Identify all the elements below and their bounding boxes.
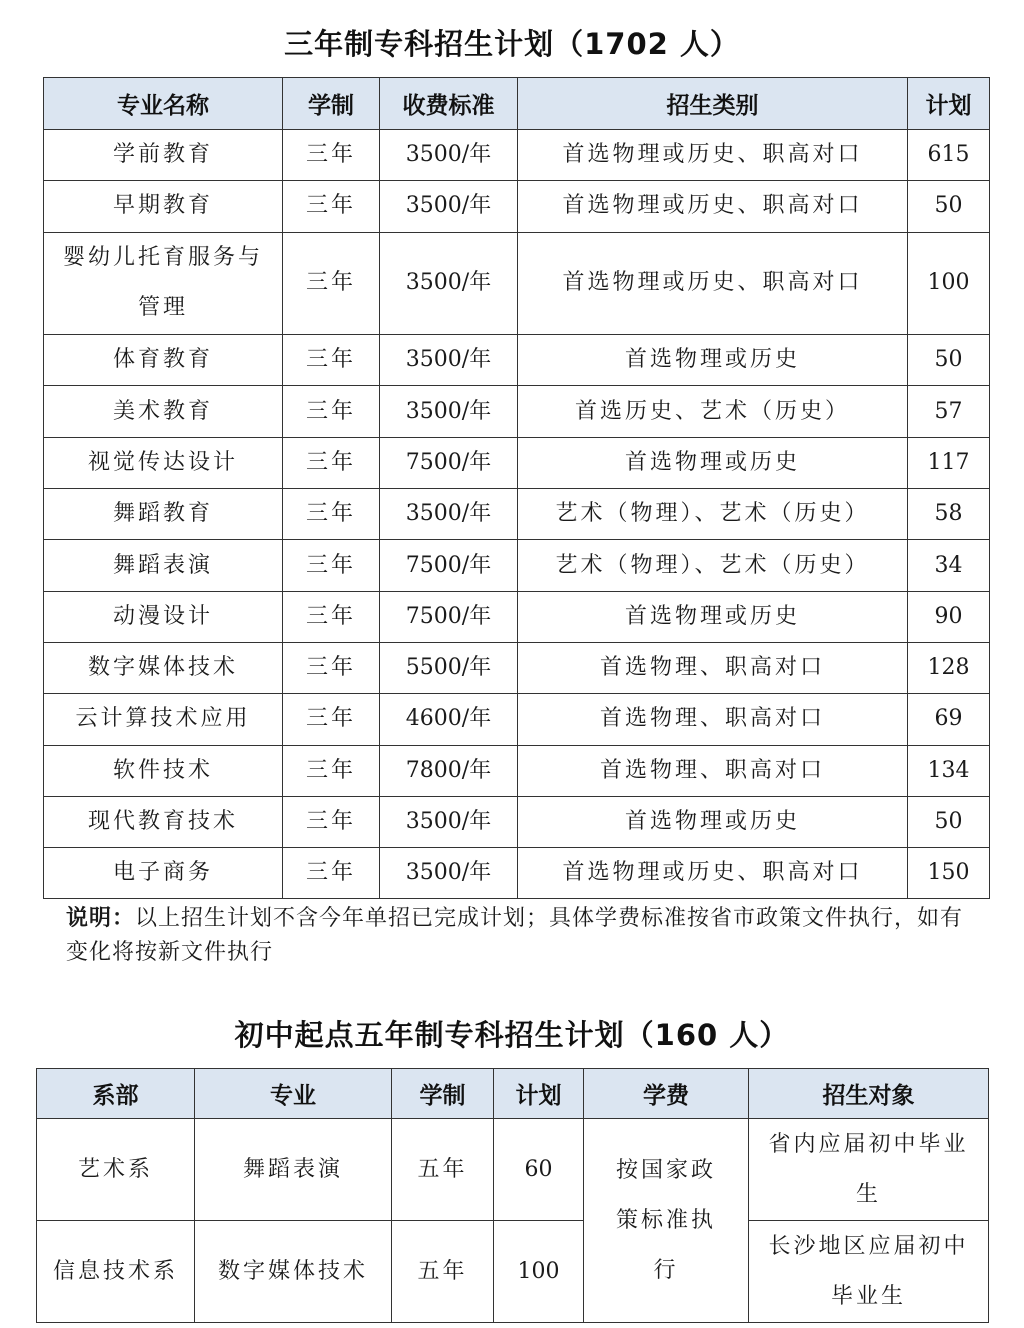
cell-fee: 3500/年 <box>380 796 518 847</box>
table-row <box>44 796 990 847</box>
cell-category: 首选物理、职高对口 <box>518 694 908 745</box>
cell-target: 长沙地区应届初中毕业生 <box>749 1221 989 1323</box>
table-row <box>44 642 990 693</box>
header-department: 系部 <box>37 1069 195 1119</box>
cell-plan: 100 <box>494 1221 584 1323</box>
cell-fee: 7800/年 <box>380 745 518 796</box>
cell-duration: 三年 <box>283 130 380 181</box>
table-header-row <box>37 1069 989 1119</box>
table-row <box>44 130 990 181</box>
cell-fee: 5500/年 <box>380 642 518 693</box>
cell-duration: 三年 <box>283 437 380 488</box>
table-row <box>44 745 990 796</box>
cell-target: 省内应届初中毕业生 <box>749 1119 989 1221</box>
cell-plan: 117 <box>908 437 990 488</box>
cell-fee: 7500/年 <box>380 437 518 488</box>
cell-plan: 150 <box>908 848 990 899</box>
cell-major: 数字媒体技术 <box>195 1221 392 1323</box>
cell-plan: 57 <box>908 386 990 437</box>
cell-fee: 3500/年 <box>380 386 518 437</box>
cell-category: 首选物理或历史、职高对口 <box>518 181 908 232</box>
cell-duration: 三年 <box>283 796 380 847</box>
cell-duration: 三年 <box>283 642 380 693</box>
cell-category: 首选物理或历史 <box>518 437 908 488</box>
table1-note <box>66 902 966 970</box>
header-target: 招生对象 <box>749 1069 989 1119</box>
cell-department: 信息技术系 <box>37 1221 195 1323</box>
three-year-plan-table <box>43 77 990 899</box>
table-row <box>44 540 990 591</box>
table-row <box>37 1221 989 1323</box>
cell-category: 首选物理或历史、职高对口 <box>518 232 908 335</box>
table-row <box>44 437 990 488</box>
cell-category: 首选物理或历史、职高对口 <box>518 130 908 181</box>
cell-fee: 3500/年 <box>380 130 518 181</box>
cell-duration: 五年 <box>392 1119 494 1221</box>
header-major: 专业 <box>195 1069 392 1119</box>
table-row <box>44 232 990 335</box>
header-fee: 学费 <box>584 1069 749 1119</box>
cell-plan: 615 <box>908 130 990 181</box>
cell-plan: 34 <box>908 540 990 591</box>
cell-fee: 7500/年 <box>380 540 518 591</box>
table-row <box>44 591 990 642</box>
table-row <box>37 1119 989 1221</box>
cell-fee: 3500/年 <box>380 848 518 899</box>
cell-plan: 50 <box>908 181 990 232</box>
cell-fee: 3500/年 <box>380 489 518 540</box>
cell-duration: 三年 <box>283 386 380 437</box>
cell-duration: 三年 <box>283 540 380 591</box>
table-row <box>44 848 990 899</box>
header-category: 招生类别 <box>518 78 908 130</box>
cell-major: 婴幼儿托育服务与管理 <box>44 232 283 335</box>
table1-title: 三年制专科招生计划（1702 人） <box>284 27 740 61</box>
cell-fee: 4600/年 <box>380 694 518 745</box>
cell-duration: 三年 <box>283 591 380 642</box>
cell-duration: 三年 <box>283 489 380 540</box>
cell-major: 舞蹈教育 <box>44 489 283 540</box>
cell-duration: 五年 <box>392 1221 494 1323</box>
header-duration: 学制 <box>392 1069 494 1119</box>
cell-major: 学前教育 <box>44 130 283 181</box>
cell-category: 艺术（物理）、艺术（历史） <box>518 489 908 540</box>
note-label: 说明： <box>66 906 136 931</box>
table-row <box>44 181 990 232</box>
cell-major: 软件技术 <box>44 745 283 796</box>
cell-fee: 按国家政策标准执行 <box>584 1119 749 1323</box>
cell-duration: 三年 <box>283 335 380 386</box>
header-fee: 收费标准 <box>380 78 518 130</box>
cell-duration: 三年 <box>283 181 380 232</box>
cell-major: 数字媒体技术 <box>44 642 283 693</box>
cell-category: 首选历史、艺术（历史） <box>518 386 908 437</box>
table-row <box>44 335 990 386</box>
cell-duration: 三年 <box>283 232 380 335</box>
cell-category: 首选物理或历史 <box>518 796 908 847</box>
cell-category: 首选物理、职高对口 <box>518 642 908 693</box>
cell-major: 早期教育 <box>44 181 283 232</box>
table-header-row <box>44 78 990 130</box>
cell-category: 艺术（物理）、艺术（历史） <box>518 540 908 591</box>
cell-major: 舞蹈表演 <box>44 540 283 591</box>
cell-department: 艺术系 <box>37 1119 195 1221</box>
table-row <box>44 694 990 745</box>
cell-category: 首选物理或历史 <box>518 591 908 642</box>
cell-major: 电子商务 <box>44 848 283 899</box>
cell-fee: 3500/年 <box>380 335 518 386</box>
cell-plan: 60 <box>494 1119 584 1221</box>
cell-plan: 69 <box>908 694 990 745</box>
cell-major: 体育教育 <box>44 335 283 386</box>
cell-category: 首选物理或历史 <box>518 335 908 386</box>
cell-major: 舞蹈表演 <box>195 1119 392 1221</box>
cell-major: 现代教育技术 <box>44 796 283 847</box>
cell-plan: 100 <box>908 232 990 335</box>
header-duration: 学制 <box>283 78 380 130</box>
cell-major: 美术教育 <box>44 386 283 437</box>
cell-fee: 3500/年 <box>380 232 518 335</box>
cell-category: 首选物理、职高对口 <box>518 745 908 796</box>
table-row <box>44 386 990 437</box>
header-plan: 计划 <box>494 1069 584 1119</box>
cell-plan: 134 <box>908 745 990 796</box>
five-year-plan-table <box>36 1068 989 1323</box>
header-major: 专业名称 <box>44 78 283 130</box>
cell-duration: 三年 <box>283 694 380 745</box>
table-row <box>44 489 990 540</box>
cell-fee: 7500/年 <box>380 591 518 642</box>
cell-plan: 128 <box>908 642 990 693</box>
cell-major: 云计算技术应用 <box>44 694 283 745</box>
cell-plan: 58 <box>908 489 990 540</box>
cell-plan: 50 <box>908 796 990 847</box>
cell-major: 动漫设计 <box>44 591 283 642</box>
cell-plan: 90 <box>908 591 990 642</box>
table2-title: 初中起点五年制专科招生计划（160 人） <box>234 1018 790 1052</box>
cell-fee: 3500/年 <box>380 181 518 232</box>
cell-duration: 三年 <box>283 745 380 796</box>
cell-plan: 50 <box>908 335 990 386</box>
cell-duration: 三年 <box>283 848 380 899</box>
cell-major: 视觉传达设计 <box>44 437 283 488</box>
header-plan: 计划 <box>908 78 990 130</box>
note-text: 以上招生计划不含今年单招已完成计划；具体学费标准按省市政策文件执行，如有变化将按新文件执行 <box>66 906 964 965</box>
cell-category: 首选物理或历史、职高对口 <box>518 848 908 899</box>
